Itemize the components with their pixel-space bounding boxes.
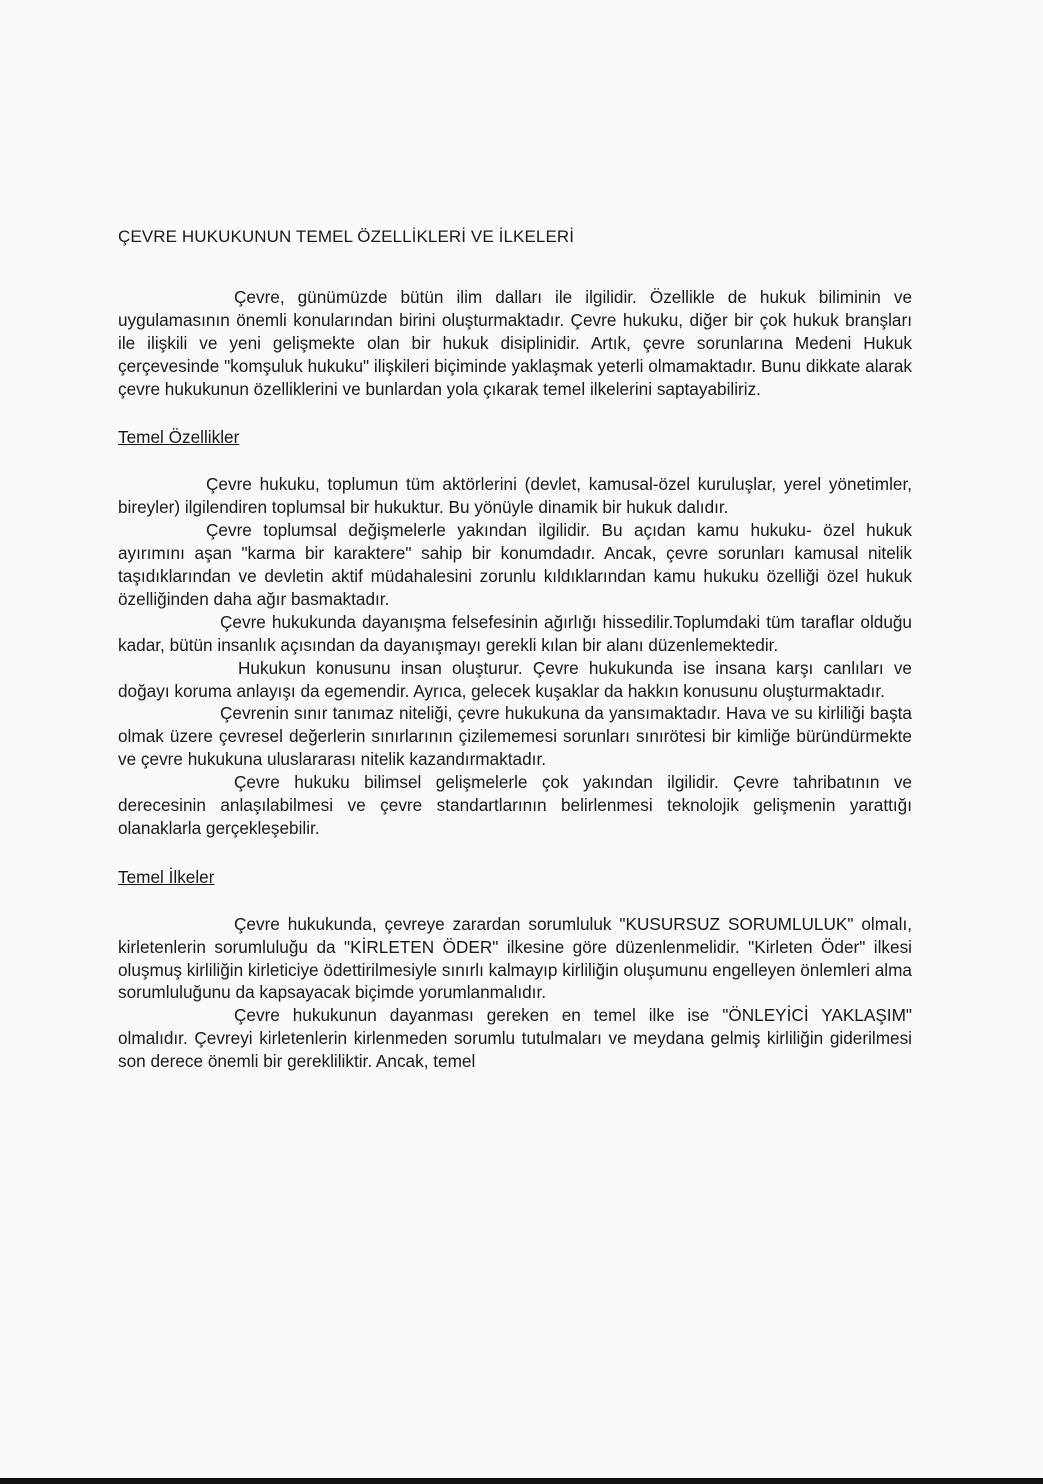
- section-heading-temel-ozellikler: Temel Özellikler: [118, 427, 240, 448]
- paragraph: Çevre hukukunda dayanışma felsefesinin ağırlığı hissedilir.Toplumdaki tüm taraflar olduğu kadar, bütün insanlık açısından da dayanışmayı gerekli kılan bir alanı düzenlemektedir.: [118, 611, 912, 655]
- paragraph: Çevre hukuku bilimsel gelişmelerle çok yakından ilgilidir. Çevre tahribatının ve derecesinin anlaşılabilmesi ve çevre standartlarının belirlenmesi teknolojik gelişmenin yarattığı olanaklarla gerçekleşebilir.: [118, 772, 912, 838]
- scan-edge: [0, 1478, 1043, 1484]
- paragraph: Çevre hukukunun dayanması gereken en temel ilke ise "ÖNLEYİCİ YAKLAŞIM" olmalıdır. Çevreyi kirletenlerin kirlenmeden sorumlu tutulmaları ve meydana gelmiş kirliliğin giderilmesi son derece önemli bir gerekliliktir. Ancak, temel: [118, 1005, 912, 1072]
- paragraph: Çevre hukukunda, çevreye zarardan sorumluluk "KUSURSUZ SORUMLULUK" olmalı, kirletenlerin sorumluluğu da "KİRLETEN ÖDER" ilkesine göre düzenlenmelidir. "Kirleten Öder" ilkesi oluşmuş kirliliğin kirleticiye ödettirilmesiyle sınırlı kalmayıp kirliliğin oluşumunu engelleyen önlemleri alma sorumluluğunu da kapsayacak biçimde yorumlanmalıdır.: [118, 913, 912, 1003]
- paragraph: Çevre toplumsal değişmelerle yakından ilgilidir. Bu açıdan kamu hukuku- özel hukuk ayırımını aşan "karma bir karaktere" sahip bir konumdadır. Ancak, çevre sorunları kamusal nitelik taşıdıklarından ve devletin aktif müdahalesini zorunlu kıldıklarından kamu hukuku özelliği özel hukuk özelliğinden daha ağır basmaktadır.: [118, 520, 912, 609]
- section-heading-temel-ilkeler: Temel İlkeler: [118, 866, 215, 887]
- paragraph: Çevre hukuku, toplumun tüm aktörlerini (devlet, kamusal-özel kuruluşlar, yerel yönetimler, bireyler) ilgilendiren toplumsal bir hukuktur. Bu yönüyle dinamik bir hukuk dalıdır.: [118, 474, 912, 518]
- intro-paragraph: Çevre, günümüzde bütün ilim dalları ile ilgilidir. Özellikle de hukuk biliminin ve uygulamasının önemli konularından birini oluşturmaktadır. Çevre hukuku, diğer bir çok hukuk branşları ile ilişkili ve yeni gelişmekte olan bir hukuk disiplinidir. Artık, çevre sorunlarına Medeni Hukuk çerçevesinde "komşuluk hukuku" ilişkileri biçiminde yaklaşmak yeterli olmamaktadır. Bunu dikkate alarak çevre hukukunun özelliklerini ve bunlardan yola çıkarak temel ilkelerini saptayabiliriz.: [118, 286, 912, 399]
- document-page: [118, 226, 912, 1073]
- paragraph: Çevrenin sınır tanımaz niteliği, çevre hukukuna da yansımaktadır. Hava ve su kirliliği başta olmak üzere çevresel değerlerin sınırlarının çizilememesi sorunları sınırötesi bir kimliğe büründürmekte ve çevre hukukuna uluslararası nitelik kazandırmaktadır.: [118, 703, 912, 770]
- document-title: ÇEVRE HUKUKUNUN TEMEL ÖZELLİKLERİ VE İLKELERİ: [118, 227, 575, 246]
- paragraph: Hukukun konusunu insan oluşturur. Çevre hukukunda ise insana karşı canlıları ve doğayı koruma anlayışı da egemendir. Ayrıca, gelecek kuşaklar da hakkın konusunu oluşturmaktadır.: [118, 657, 912, 701]
